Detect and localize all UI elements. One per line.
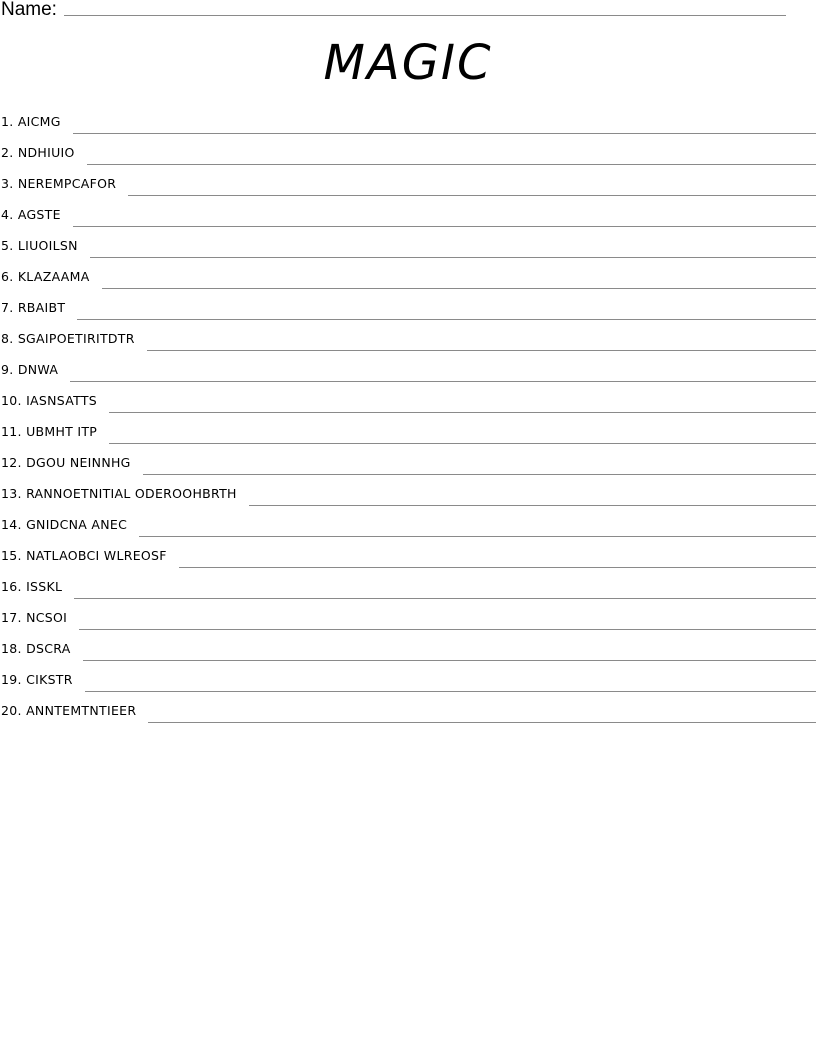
- item-number: 5 .: [1, 238, 18, 253]
- list-item: [0, 577, 816, 608]
- list-item: [0, 267, 816, 298]
- item-number: 12 .: [1, 455, 26, 470]
- answer-line[interactable]: [147, 350, 816, 351]
- list-item: [0, 515, 816, 546]
- item-scramble: RBAIBT: [17, 300, 66, 315]
- item-number: 8 .: [1, 331, 18, 346]
- answer-line[interactable]: [109, 443, 816, 444]
- item-scramble: CIKSTR: [26, 672, 73, 687]
- list-item: [0, 670, 816, 701]
- item-text: [0, 112, 61, 132]
- item-scramble: IASNSATTS: [26, 393, 98, 408]
- list-item: [0, 112, 816, 143]
- item-number: 16 .: [1, 579, 26, 594]
- list-item: [0, 143, 816, 174]
- item-scramble: NEREMPCAFOR: [17, 176, 117, 191]
- item-text: [0, 577, 62, 597]
- answer-line[interactable]: [70, 381, 816, 382]
- item-number: 2 .: [1, 145, 18, 160]
- item-scramble: NCSOI: [26, 610, 68, 625]
- item-number: 9 .: [1, 362, 18, 377]
- item-number: 6 .: [1, 269, 18, 284]
- answer-line[interactable]: [128, 195, 816, 196]
- item-text: [0, 391, 97, 411]
- list-item: [0, 391, 816, 422]
- item-text: [0, 422, 97, 442]
- item-text: [0, 515, 127, 535]
- list-item: [0, 174, 816, 205]
- name-label: Name:: [1, 0, 57, 20]
- item-scramble: NATLAOBCI WLREOSF: [26, 548, 167, 563]
- item-text: [0, 701, 136, 721]
- item-number: 13 .: [1, 486, 26, 501]
- item-text: [0, 174, 116, 194]
- item-number: 11 .: [1, 424, 26, 439]
- item-scramble: DNWA: [17, 362, 59, 377]
- answer-line[interactable]: [179, 567, 816, 568]
- item-text: [0, 298, 65, 318]
- list-item: [0, 608, 816, 639]
- item-scramble: RANNOETNITIAL ODEROOHBRTH: [26, 486, 237, 501]
- list-item: [0, 639, 816, 670]
- answer-line[interactable]: [139, 536, 816, 537]
- item-number: 18 .: [1, 641, 26, 656]
- list-item: [0, 484, 816, 515]
- name-row: [0, 0, 816, 24]
- item-scramble: GNIDCNA ANEC: [26, 517, 128, 532]
- answer-line[interactable]: [79, 629, 816, 630]
- page-title: MAGIC: [323, 35, 493, 91]
- item-scramble: SGAIPOETIRITDTR: [17, 331, 135, 346]
- item-text: [0, 360, 58, 380]
- answer-line[interactable]: [90, 257, 816, 258]
- item-scramble: DSCRA: [26, 641, 71, 656]
- item-text: [0, 608, 67, 628]
- list-item: [0, 360, 816, 391]
- item-number: 19 .: [1, 672, 26, 687]
- answer-line[interactable]: [83, 660, 816, 661]
- answer-line[interactable]: [85, 691, 816, 692]
- item-text: [0, 267, 90, 287]
- answer-line[interactable]: [143, 474, 816, 475]
- item-number: 15 .: [1, 548, 26, 563]
- name-answer-line[interactable]: [64, 15, 786, 16]
- list-item: [0, 701, 816, 732]
- item-text: [0, 670, 73, 690]
- answer-line[interactable]: [249, 505, 816, 506]
- item-scramble: ANNTEMTNTIEER: [26, 703, 137, 718]
- list-item: [0, 236, 816, 267]
- item-scramble: AICMG: [17, 114, 61, 129]
- item-number: 4 .: [1, 207, 18, 222]
- word-scramble-list: [0, 112, 816, 732]
- item-scramble: NDHIUIO: [17, 145, 75, 160]
- item-number: 14 .: [1, 517, 26, 532]
- item-scramble: AGSTE: [17, 207, 61, 222]
- item-text: [0, 205, 61, 225]
- item-text: [0, 484, 237, 504]
- list-item: [0, 329, 816, 360]
- item-text: [0, 143, 75, 163]
- item-number: 7 .: [1, 300, 18, 315]
- item-number: 20 .: [1, 703, 26, 718]
- item-text: [0, 236, 78, 256]
- list-item: [0, 205, 816, 236]
- item-scramble: KLAZAAMA: [17, 269, 90, 284]
- item-number: 10 .: [1, 393, 26, 408]
- item-text: [0, 546, 167, 566]
- item-scramble: ISSKL: [26, 579, 63, 594]
- answer-line[interactable]: [74, 598, 816, 599]
- item-scramble: DGOU NEINNHG: [26, 455, 131, 470]
- item-text: [0, 329, 135, 349]
- list-item: [0, 453, 816, 484]
- answer-line[interactable]: [73, 226, 816, 227]
- answer-line[interactable]: [148, 722, 816, 723]
- answer-line[interactable]: [73, 133, 816, 134]
- answer-line[interactable]: [77, 319, 816, 320]
- item-number: 17 .: [1, 610, 26, 625]
- item-scramble: UBMHT ITP: [26, 424, 98, 439]
- item-number: 1 .: [1, 114, 18, 129]
- list-item: [0, 546, 816, 577]
- answer-line[interactable]: [102, 288, 816, 289]
- item-scramble: LIUOILSN: [17, 238, 78, 253]
- answer-line[interactable]: [87, 164, 816, 165]
- item-number: 3 .: [1, 176, 18, 191]
- list-item: [0, 298, 816, 329]
- item-text: [0, 639, 71, 659]
- list-item: [0, 422, 816, 453]
- item-text: [0, 453, 131, 473]
- answer-line[interactable]: [109, 412, 816, 413]
